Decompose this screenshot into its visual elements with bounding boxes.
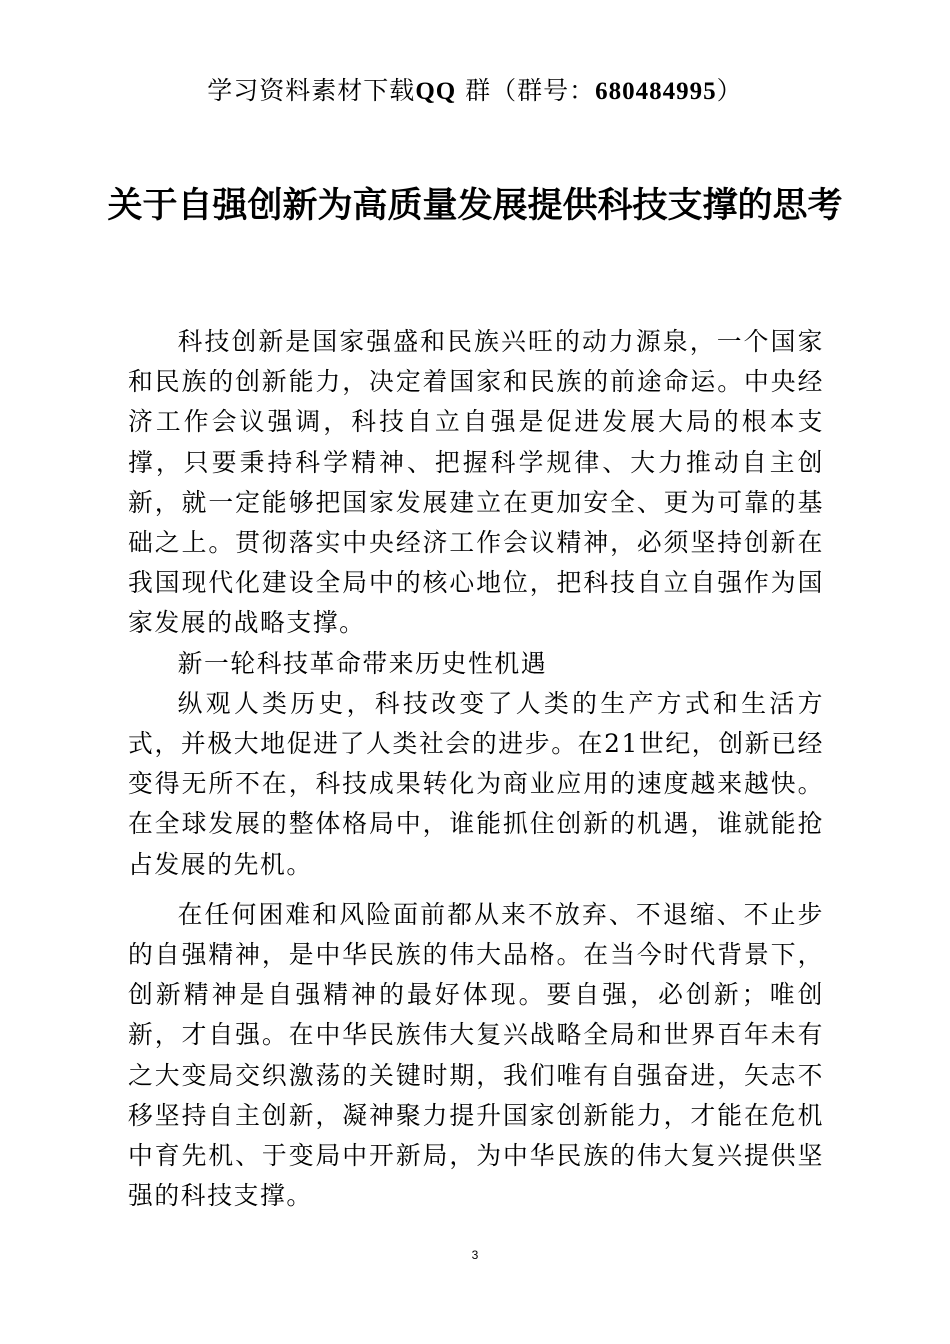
document-body bbox=[128, 322, 824, 1216]
document-title: 关于自强创新为高质量发展提供科技支撑的思考 bbox=[107, 186, 843, 226]
page-number: 3 bbox=[471, 1248, 479, 1262]
header-prefix: 学习资料素材下载 bbox=[207, 76, 416, 105]
section-heading: 新一轮科技革命带来历史性机遇 bbox=[177, 648, 548, 678]
header-qq: QQ bbox=[415, 78, 457, 105]
paragraph-spirit: 在任何困难和风险面前都从来不放弃、不退缩、不止步的自强精神，是中华民族的伟大品格。在当今时代背景下，创新精神是自强精神的最好体现。要自强，必创新；唯创新，才自强。在中华民族伟大复兴战略全局和世界百年未有之大变局交织激荡的关键时期，我们唯有自强奋进，矢志不移坚持自主创新，凝神聚力提升国家创新能力，才能在危机中育先机、于变局中开新局，为中华民族的伟大复兴提供坚强的科技支撑。 bbox=[128, 899, 824, 1211]
paragraph-intro: 科技创新是国家强盛和民族兴旺的动力源泉，一个国家和民族的创新能力，决定着国家和民族的前途命运。中央经济工作会议强调，科技自立自强是促进发展大局的根本支撑，只要秉持科学精神、把握科学规律、大力推动自主创新，就一定能够把国家发展建立在更加安全、更为可靠的基础之上。贯彻落实中央经济工作会议精神，必须坚持创新在我国现代化建设全局中的核心地位，把科技自立自强作为国家发展的战略支撑。 bbox=[128, 327, 824, 638]
header-suffix: ） bbox=[716, 76, 743, 105]
paragraph-history: 纵观人类历史，科技改变了人类的生产方式和生活方式，并极大地促进了人类社会的进步。在21世纪，创新已经变得无所不在，科技成果转化为商业应用的速度越来越快。在全球发展的整体格局中，谁能抓住创新的机遇，谁就能抢占发展的先机。 bbox=[128, 688, 824, 879]
header-group-number: 680484995 bbox=[595, 78, 717, 105]
header-group-label: 群（群号： bbox=[456, 76, 596, 105]
page-header bbox=[0, 74, 950, 109]
